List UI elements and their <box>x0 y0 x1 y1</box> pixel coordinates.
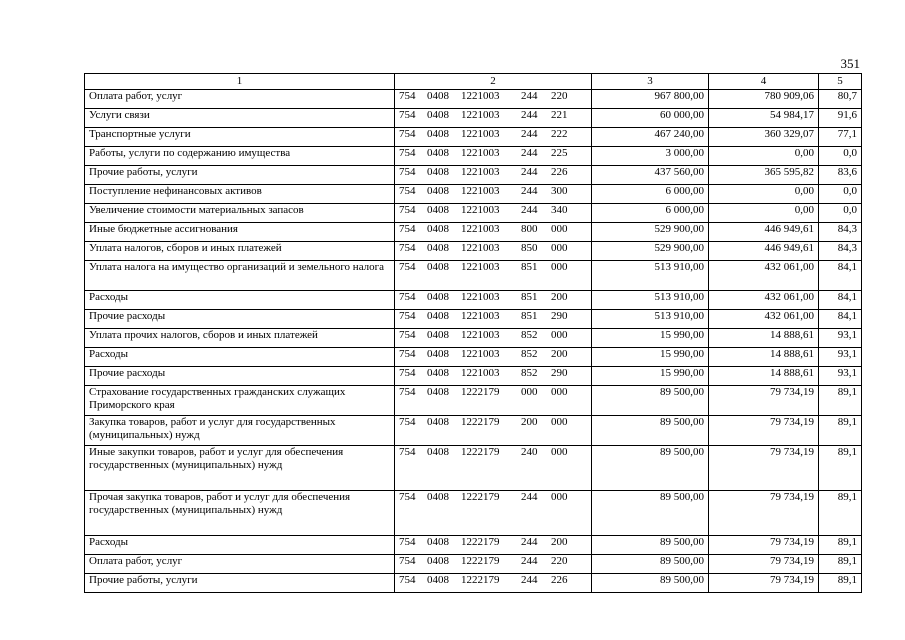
code-target: 1221003 <box>461 90 500 102</box>
code-ministry: 754 <box>399 367 416 379</box>
code-expense-type: 244 <box>521 147 538 159</box>
code-expense-type: 244 <box>521 128 538 140</box>
row-percent: 84,1 <box>819 310 862 329</box>
code-ministry: 754 <box>399 223 416 235</box>
code-section: 0408 <box>427 555 449 567</box>
code-economic: 225 <box>551 147 568 159</box>
row-plan-amount: 89 500,00 <box>592 386 709 416</box>
row-name: Страхование государственных гражданских служащих Приморского края <box>85 386 395 416</box>
code-economic: 226 <box>551 166 568 178</box>
code-expense-type: 244 <box>521 185 538 197</box>
row-fact-amount: 432 061,00 <box>709 291 819 310</box>
row-percent: 0,0 <box>819 147 862 166</box>
row-percent: 89,1 <box>819 446 862 491</box>
table-row <box>85 166 862 185</box>
row-code <box>395 166 592 185</box>
code-expense-type: 244 <box>521 109 538 121</box>
row-plan-amount: 89 500,00 <box>592 555 709 574</box>
code-ministry: 754 <box>399 128 416 140</box>
row-fact-amount: 79 734,19 <box>709 536 819 555</box>
row-percent: 93,1 <box>819 348 862 367</box>
row-fact-amount: 79 734,19 <box>709 446 819 491</box>
code-target: 1221003 <box>461 291 500 303</box>
row-plan-amount: 15 990,00 <box>592 348 709 367</box>
header-cell-percent: 5 <box>819 74 862 90</box>
table-row <box>85 574 862 593</box>
row-code <box>395 446 592 491</box>
row-plan-amount: 89 500,00 <box>592 446 709 491</box>
row-name: Иные закупки товаров, работ и услуг для обеспечения государственных (муниципальных) нужд <box>85 446 395 491</box>
code-section: 0408 <box>427 348 449 360</box>
row-code <box>395 329 592 348</box>
row-code <box>395 310 592 329</box>
row-name: Прочие расходы <box>85 310 395 329</box>
code-target: 1221003 <box>461 367 500 379</box>
row-percent: 93,1 <box>819 367 862 386</box>
row-plan-amount: 529 900,00 <box>592 242 709 261</box>
row-fact-amount: 14 888,61 <box>709 367 819 386</box>
table-row <box>85 536 862 555</box>
table-row <box>85 185 862 204</box>
row-fact-amount: 79 734,19 <box>709 386 819 416</box>
row-code <box>395 386 592 416</box>
code-target: 1222179 <box>461 386 500 398</box>
row-code <box>395 367 592 386</box>
row-fact-amount: 79 734,19 <box>709 555 819 574</box>
row-percent: 93,1 <box>819 329 862 348</box>
row-fact-amount: 780 909,06 <box>709 90 819 109</box>
table-row <box>85 242 862 261</box>
table-row <box>85 147 862 166</box>
code-section: 0408 <box>427 242 449 254</box>
code-target: 1221003 <box>461 329 500 341</box>
row-name: Прочая закупка товаров, работ и услуг для обеспечения государственных (муниципальных) нужд <box>85 491 395 536</box>
code-section: 0408 <box>427 329 449 341</box>
row-code <box>395 185 592 204</box>
code-economic: 000 <box>551 261 568 273</box>
table-row <box>85 128 862 147</box>
table-row <box>85 223 862 242</box>
row-name: Расходы <box>85 348 395 367</box>
code-expense-type: 852 <box>521 348 538 360</box>
code-ministry: 754 <box>399 491 416 503</box>
row-percent: 0,0 <box>819 204 862 223</box>
table-row <box>85 386 862 416</box>
row-percent: 89,1 <box>819 536 862 555</box>
row-fact-amount: 432 061,00 <box>709 261 819 291</box>
row-percent: 84,1 <box>819 291 862 310</box>
code-economic: 000 <box>551 329 568 341</box>
table-row <box>85 109 862 128</box>
row-plan-amount: 15 990,00 <box>592 367 709 386</box>
code-section: 0408 <box>427 536 449 548</box>
code-target: 1221003 <box>461 261 500 273</box>
row-plan-amount: 437 560,00 <box>592 166 709 185</box>
row-code <box>395 574 592 593</box>
code-ministry: 754 <box>399 348 416 360</box>
code-target: 1221003 <box>461 128 500 140</box>
code-target: 1221003 <box>461 223 500 235</box>
row-fact-amount: 446 949,61 <box>709 242 819 261</box>
row-code <box>395 261 592 291</box>
row-name: Закупка товаров, работ и услуг для государственных (муниципальных) нужд <box>85 416 395 446</box>
code-target: 1222179 <box>461 536 500 548</box>
budget-table <box>84 73 862 593</box>
row-plan-amount: 89 500,00 <box>592 416 709 446</box>
row-fact-amount: 14 888,61 <box>709 329 819 348</box>
code-expense-type: 800 <box>521 223 538 235</box>
table-row <box>85 310 862 329</box>
code-target: 1221003 <box>461 204 500 216</box>
row-name: Расходы <box>85 291 395 310</box>
row-code <box>395 128 592 147</box>
row-fact-amount: 54 984,17 <box>709 109 819 128</box>
table-row <box>85 90 862 109</box>
code-economic: 340 <box>551 204 568 216</box>
table-row <box>85 446 862 491</box>
code-economic: 000 <box>551 416 568 428</box>
table-row <box>85 204 862 223</box>
row-fact-amount: 0,00 <box>709 204 819 223</box>
row-name: Уплата налогов, сборов и иных платежей <box>85 242 395 261</box>
row-plan-amount: 89 500,00 <box>592 491 709 536</box>
row-percent: 89,1 <box>819 491 862 536</box>
code-section: 0408 <box>427 204 449 216</box>
code-ministry: 754 <box>399 329 416 341</box>
row-plan-amount: 6 000,00 <box>592 204 709 223</box>
code-economic: 000 <box>551 446 568 458</box>
row-name: Уплата прочих налогов, сборов и иных платежей <box>85 329 395 348</box>
row-percent: 91,6 <box>819 109 862 128</box>
row-code <box>395 242 592 261</box>
row-code <box>395 147 592 166</box>
code-economic: 290 <box>551 367 568 379</box>
code-economic: 220 <box>551 90 568 102</box>
row-plan-amount: 467 240,00 <box>592 128 709 147</box>
code-expense-type: 244 <box>521 491 538 503</box>
row-name: Оплата работ, услуг <box>85 555 395 574</box>
row-code <box>395 109 592 128</box>
row-plan-amount: 513 910,00 <box>592 291 709 310</box>
row-plan-amount: 529 900,00 <box>592 223 709 242</box>
header-cell-code: 2 <box>395 74 592 90</box>
row-code <box>395 555 592 574</box>
code-section: 0408 <box>427 291 449 303</box>
row-plan-amount: 15 990,00 <box>592 329 709 348</box>
table-body <box>85 90 862 593</box>
code-target: 1221003 <box>461 109 500 121</box>
code-ministry: 754 <box>399 109 416 121</box>
row-fact-amount: 432 061,00 <box>709 310 819 329</box>
table-row <box>85 491 862 536</box>
code-ministry: 754 <box>399 536 416 548</box>
code-section: 0408 <box>427 147 449 159</box>
row-code <box>395 416 592 446</box>
row-fact-amount: 446 949,61 <box>709 223 819 242</box>
code-ministry: 754 <box>399 574 416 586</box>
row-name: Увеличение стоимости материальных запасов <box>85 204 395 223</box>
code-economic: 300 <box>551 185 568 197</box>
code-expense-type: 244 <box>521 90 538 102</box>
row-fact-amount: 14 888,61 <box>709 348 819 367</box>
code-section: 0408 <box>427 446 449 458</box>
row-fact-amount: 365 595,82 <box>709 166 819 185</box>
code-expense-type: 851 <box>521 310 538 322</box>
row-name: Работы, услуги по содержанию имущества <box>85 147 395 166</box>
row-percent: 84,3 <box>819 223 862 242</box>
code-expense-type: 851 <box>521 261 538 273</box>
code-section: 0408 <box>427 386 449 398</box>
row-code <box>395 291 592 310</box>
row-fact-amount: 360 329,07 <box>709 128 819 147</box>
header-cell-plan: 3 <box>592 74 709 90</box>
row-fact-amount: 0,00 <box>709 185 819 204</box>
code-ministry: 754 <box>399 185 416 197</box>
row-plan-amount: 967 800,00 <box>592 90 709 109</box>
code-target: 1222179 <box>461 416 500 428</box>
code-section: 0408 <box>427 491 449 503</box>
row-name: Прочие работы, услуги <box>85 166 395 185</box>
code-target: 1221003 <box>461 348 500 360</box>
code-expense-type: 244 <box>521 536 538 548</box>
code-economic: 200 <box>551 536 568 548</box>
code-ministry: 754 <box>399 386 416 398</box>
row-name: Уплата налога на имущество организаций и земельного налога <box>85 261 395 291</box>
code-economic: 220 <box>551 555 568 567</box>
header-cell-fact: 4 <box>709 74 819 90</box>
row-name: Услуги связи <box>85 109 395 128</box>
table-row <box>85 555 862 574</box>
code-economic: 000 <box>551 223 568 235</box>
row-percent: 84,3 <box>819 242 862 261</box>
code-target: 1222179 <box>461 555 500 567</box>
row-fact-amount: 79 734,19 <box>709 416 819 446</box>
code-ministry: 754 <box>399 147 416 159</box>
row-plan-amount: 513 910,00 <box>592 310 709 329</box>
row-name: Иные бюджетные ассигнования <box>85 223 395 242</box>
code-section: 0408 <box>427 223 449 235</box>
code-ministry: 754 <box>399 261 416 273</box>
row-plan-amount: 89 500,00 <box>592 574 709 593</box>
code-ministry: 754 <box>399 242 416 254</box>
row-plan-amount: 3 000,00 <box>592 147 709 166</box>
code-economic: 222 <box>551 128 568 140</box>
code-section: 0408 <box>427 367 449 379</box>
table-row <box>85 291 862 310</box>
code-ministry: 754 <box>399 416 416 428</box>
row-percent: 89,1 <box>819 574 862 593</box>
row-plan-amount: 60 000,00 <box>592 109 709 128</box>
row-plan-amount: 6 000,00 <box>592 185 709 204</box>
table-row <box>85 367 862 386</box>
row-percent: 89,1 <box>819 386 862 416</box>
code-economic: 000 <box>551 242 568 254</box>
code-ministry: 754 <box>399 446 416 458</box>
code-ministry: 754 <box>399 204 416 216</box>
code-expense-type: 852 <box>521 367 538 379</box>
code-expense-type: 852 <box>521 329 538 341</box>
row-code <box>395 491 592 536</box>
row-name: Прочие работы, услуги <box>85 574 395 593</box>
code-section: 0408 <box>427 416 449 428</box>
code-expense-type: 244 <box>521 555 538 567</box>
code-target: 1222179 <box>461 574 500 586</box>
row-percent: 80,7 <box>819 90 862 109</box>
row-fact-amount: 0,00 <box>709 147 819 166</box>
row-code <box>395 204 592 223</box>
table-row <box>85 261 862 291</box>
code-target: 1221003 <box>461 242 500 254</box>
code-section: 0408 <box>427 128 449 140</box>
code-expense-type: 851 <box>521 291 538 303</box>
row-fact-amount: 79 734,19 <box>709 574 819 593</box>
row-percent: 77,1 <box>819 128 862 147</box>
code-target: 1222179 <box>461 491 500 503</box>
row-percent: 89,1 <box>819 555 862 574</box>
code-economic: 226 <box>551 574 568 586</box>
code-section: 0408 <box>427 310 449 322</box>
code-target: 1221003 <box>461 166 500 178</box>
row-percent: 89,1 <box>819 416 862 446</box>
row-code <box>395 223 592 242</box>
code-economic: 000 <box>551 491 568 503</box>
row-percent: 83,6 <box>819 166 862 185</box>
row-name: Прочие расходы <box>85 367 395 386</box>
code-section: 0408 <box>427 574 449 586</box>
header-cell-name: 1 <box>85 74 395 90</box>
code-economic: 200 <box>551 348 568 360</box>
row-name: Транспортные услуги <box>85 128 395 147</box>
code-section: 0408 <box>427 261 449 273</box>
code-ministry: 754 <box>399 555 416 567</box>
code-economic: 000 <box>551 386 568 398</box>
row-percent: 84,1 <box>819 261 862 291</box>
row-fact-amount: 79 734,19 <box>709 491 819 536</box>
code-section: 0408 <box>427 109 449 121</box>
code-target: 1221003 <box>461 310 500 322</box>
code-target: 1221003 <box>461 185 500 197</box>
code-expense-type: 850 <box>521 242 538 254</box>
code-ministry: 754 <box>399 90 416 102</box>
row-name: Расходы <box>85 536 395 555</box>
row-plan-amount: 513 910,00 <box>592 261 709 291</box>
page-number: 351 <box>840 56 860 71</box>
code-section: 0408 <box>427 90 449 102</box>
code-expense-type: 000 <box>521 386 538 398</box>
row-code <box>395 348 592 367</box>
code-target: 1222179 <box>461 446 500 458</box>
row-code <box>395 536 592 555</box>
code-economic: 290 <box>551 310 568 322</box>
code-economic: 221 <box>551 109 568 121</box>
row-plan-amount: 89 500,00 <box>592 536 709 555</box>
code-target: 1221003 <box>461 147 500 159</box>
row-code <box>395 90 592 109</box>
table-row <box>85 348 862 367</box>
table-row <box>85 416 862 446</box>
code-expense-type: 200 <box>521 416 538 428</box>
code-section: 0408 <box>427 185 449 197</box>
code-expense-type: 244 <box>521 204 538 216</box>
code-expense-type: 244 <box>521 166 538 178</box>
code-section: 0408 <box>427 166 449 178</box>
row-name: Оплата работ, услуг <box>85 90 395 109</box>
code-expense-type: 244 <box>521 574 538 586</box>
code-economic: 200 <box>551 291 568 303</box>
table-row <box>85 329 862 348</box>
code-ministry: 754 <box>399 310 416 322</box>
code-ministry: 754 <box>399 166 416 178</box>
row-percent: 0,0 <box>819 185 862 204</box>
row-name: Поступление нефинансовых активов <box>85 185 395 204</box>
code-expense-type: 240 <box>521 446 538 458</box>
code-ministry: 754 <box>399 291 416 303</box>
header-row <box>85 74 862 90</box>
